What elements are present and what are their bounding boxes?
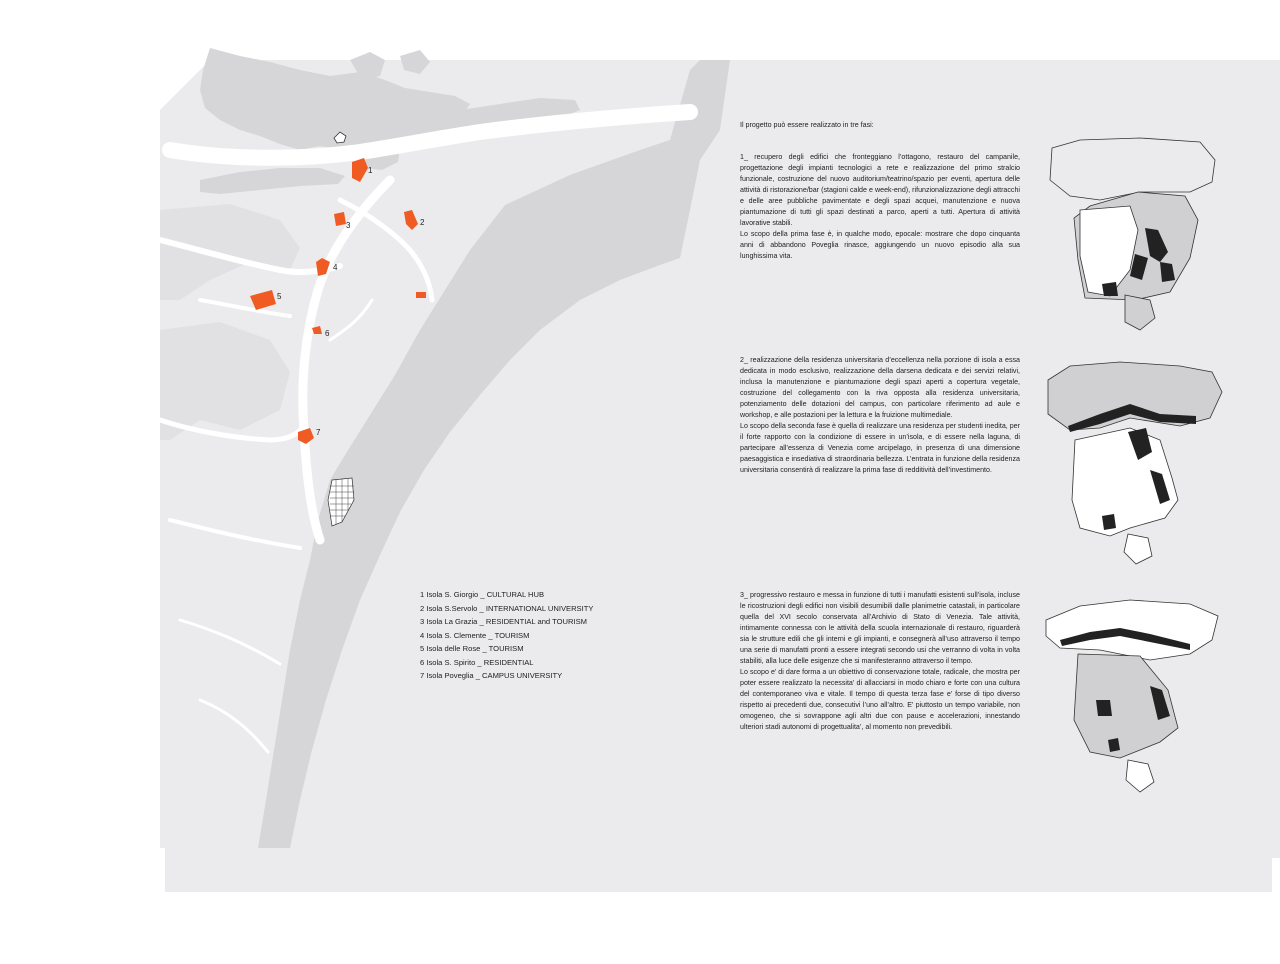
marker-label-5: 5 <box>277 292 282 301</box>
marker-label-7: 7 <box>316 428 321 437</box>
legend-item-3: 3 Isola La Grazia _ RESIDENTIAL and TOURISM <box>420 617 587 626</box>
phase-2-text <box>740 355 1020 476</box>
phase-2-description: 2_ realizzazione della residenza universitaria d’eccellenza nella porzione di isola a essa dedicata in modo esclusivo, realizzazione della darsena dedicata e dei servizi relativi, inclusa la manutenzione e piantumazione degli spazi aperti a copertura vegetale, costruzione del collegamento con la riva opposta alla residenza universitaria, potenziamento delle dotazioni del campus, con particolare riferimento ad aule e workshop, e alle postazioni per la lettura e la fruizione multimediale. <box>740 356 1020 419</box>
legend-item-7: 7 Isola Poveglia _ CAMPUS UNIVERSITY <box>420 671 563 680</box>
islands-legend <box>420 588 593 683</box>
legend-item-5: 5 Isola delle Rose _ TOURISM <box>420 644 524 653</box>
phases-intro <box>740 120 1020 131</box>
legend-item-2: 2 Isola S.Servolo _ INTERNATIONAL UNIVERSITY <box>420 603 594 613</box>
island-3-marker-shape <box>334 212 346 226</box>
marker-label-3: 3 <box>346 221 351 230</box>
legend-item-4: 4 Isola S. Clemente _ TOURISM <box>420 630 530 640</box>
phases-intro-text: Il progetto può essere realizzato in tre fasi: <box>740 121 874 129</box>
phase-2-goal: Lo scopo della seconda fase è quella di realizzare una residenza per studenti inedita, per il forte rapporto con la condizione di essere in un’isola, e di essere nella laguna, di partecipare all’essenza di Venezia come arcipelago, in presenza di una dimensione paesaggistica e insediativa di straordinaria bellezza. L’entrata in funzione della residenza universitaria consentirà di realizzare la prima fase di redditività dell’investimento. <box>740 422 1020 474</box>
phase-3-text <box>740 590 1020 733</box>
legend-item-6: 6 Isola S. Spirito _ RESIDENTIAL <box>420 657 534 667</box>
phase-1-goal: Lo scopo della prima fase è, in qualche modo, epocale: mostrare che dopo cinquanta anni di abbandono Poveglia rinasce, aggiungendo un nuovo episodio alla sua lunghissima vita. <box>740 230 1020 260</box>
marker-label-1: 1 <box>368 166 373 175</box>
phase-3-description: 3_ progressivo restauro e messa in funzione di tutti i manufatti esistenti sull’isola, incluse le ricostruzioni degli edifici non visibili desumibili dalle planimetrie catastali, in particolare quella del XVI secolo conservata all’Archivio di Stato di Venezia. Tale attività, intimamente connessa con le attività della scuola internazionale di restauro, riguarderà sia le strutture edili che gli interni e gli impianti, e consegnerà all’uso attraverso il tempo una serie di manufatti pronti a essere integrati secondo usi che verranno di volta in volta stabiliti, alla luce delle esigenze che si manifesteranno attraverso il tempo. <box>740 591 1020 665</box>
phase-1-text <box>740 152 1020 262</box>
marker-label-6: 6 <box>325 329 330 338</box>
marker-label-2: 2 <box>420 218 425 227</box>
phase-1-description: 1_ recupero degli edifici che fronteggiano l’ottagono, restauro del campanile, progettazione degli impianti tecnologici a rete e realizzazione del primo stralcio funzionale, costruzione del nuovo auditorium/teatrino/spazio per eventi, apertura delle attività di ristorazione/bar (stagioni calde e week-end), rifunzionalizzazione degli attracchi e delle aree pubbliche pavimentate e degli spazi acquei, manutenzione e nuova piantumazione di tutti gli spazi destinati a parco, aperti a tutti. Apertura di attività lavorative stabili. <box>740 153 1020 227</box>
legend-item-1: 1 Isola S. Giorgio _ CULTURAL HUB <box>420 590 545 599</box>
phase-3-goal: Lo scopo e’ di dare forma a un obiettivo di conservazione totale, radicale, che mostra per poter essere realizzato la necessita’ di allacciarsi in modo chiaro e forte con una cultura del contemporaneo viva e vitale. Il tempo di questa terza fase e’ forse di tipo diverso rispetto ai precedenti due, consecutivi l’uno all’altro. E’ piuttosto un tempo variabile, non omogeneo, che si sovrappone agli altri due con pause e accelerazioni, innestando ulteriori stadi autonomi di progettualita’, al momento non prevedibili. <box>740 668 1020 731</box>
marker-label-4: 4 <box>333 263 338 272</box>
